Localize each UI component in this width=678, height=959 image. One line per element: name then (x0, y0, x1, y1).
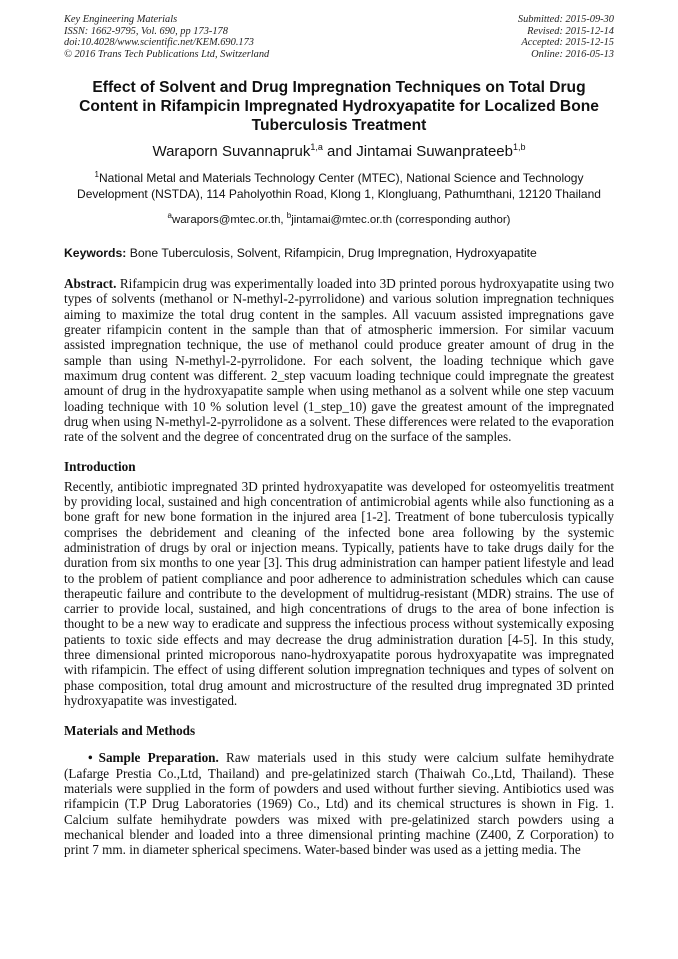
keywords-label: Keywords: (64, 246, 127, 261)
journal-issn: ISSN: 1662-9795, Vol. 690, pp 173-178 (64, 25, 228, 37)
email-link[interactable]: warapors@mtec.or.th, (172, 214, 287, 227)
introduction-paragraph: Recently, antibiotic impregnated 3D printed hydroxyapatite was developed for osteomyelitis treatment by providing local, sustained and high concentration of antimicrobial agents while also functioning as a bone graft for new bone formation in the injured area [1-2]. Treatment of bone tuberculosis typically comprises the debridement and cleaning of the infected bone area following by the systemic administration of drugs by oral or injection means. Typically, patients have to take drugs daily for the duration from six months to one year [3]. This drug administration can hamper patient lifestyle and lead to the problem of patient compliance and poor adherence to administration schedules which can cause therapeutic failure and contribute to the development of multidrug-resistant (MDR) strains. The use of carrier to provide local, sustained, and high concentrations of drugs to the area of bone infection is thought to be a new way to eradicate and suppress the infectious process without systemically exposing patients to toxic side effects and may decrease the drug administration duration [4-5]. In this study, three dimensional printed microporous nano-hydroxyapatite porous hydroxyapatite was impregnated with rifampicin. The effect of using different solution impregnation techniques and types of solvent on phase composition, total drug amount and microstructure of the resulted drug impregnated 3D printed hydroxyapatite was investigated. (64, 478, 614, 708)
bullet-icon: • (88, 750, 93, 766)
email-link[interactable]: jintamai@mtec.or.th (corresponding author) (291, 214, 511, 227)
paper-title: Effect of Solvent and Drug Impregnation Techniques on Total Drug Content in Rifampicin Impregnated Hydroxyapatite for Localized Bone Tuberculosis Treatment (79, 79, 599, 135)
author-name: Waraporn Suvannapruk (152, 143, 311, 161)
subsection-label: Sample Preparation. (98, 750, 219, 766)
keywords (64, 246, 614, 261)
methods-text: Raw materials used in this study were calcium sulfate hemihydrate (Lafarge Prestia Co.,Ltd, Thailand) and pre-gelatinized starch (Thaiwah Co.,Ltd, Thailand). These materials were supplied in the form of powders and used without further sieving. Antibiotics used was rifampicin (T.P Drug Laboratories (1969) Co., Ltd) and its chemical structures is shown in Fig. 1. Calcium sulfate hemihydrate powders was mixed with pre-gelatinized starch powders using a mechanical blender and loaded into a three dimensional printing machine (Z400, Z Corporation) to print 7 mm. in diameter spherical specimens. Water-based binder was used as a jetting media. The (64, 750, 614, 858)
journal-doi: doi:10.4028/www.scientific.net/KEM.690.173 (64, 37, 254, 49)
email-superscript: a (167, 211, 172, 221)
author-line (64, 138, 614, 161)
abstract-text: Rifampicin drug was experimentally loaded into 3D printed porous hydroxyapatite using two types of solvents (methanol or N-methyl-2-pyrrolidone) and various solution impregnation techniques aiming to maximize the total drug content in the samples. All vacuum assisted impregnations gave greater rifampicin content in the sample than that of atmospheric immersion. For similar vacuum assisted impregnation technique, the use of methanol could produce greater amount of drug in the sample than using N-methyl-2-pyrrolidone. For each solvent, the loading technique which gave maximum drug content was different. 2_step vacuum loading technique could impregnate the greatest amount of drug in the hydroxyapatite sample when using methanol as a solvent while one step vacuum loading technique with 10 % solution level (1_step_10) gave the greatest amount of the impregnated drug when using N-methyl-2-pyrrolidone as a solvent. These differences were related to the evaporation rate of the solvent and the degree of concentrated drug on the surface of the samples. (64, 276, 614, 445)
journal-name: Key Engineering Materials (64, 14, 178, 25)
affiliation (64, 167, 614, 202)
methods-paragraph (64, 750, 614, 857)
section-heading-methods: Materials and Methods (64, 723, 196, 739)
publication-dates (518, 14, 614, 60)
journal-copyright: © 2016 Trans Tech Publications Ltd, Switzerland (64, 48, 270, 60)
author-superscript: 1,a (310, 142, 323, 153)
email-superscript: b (286, 211, 292, 221)
author-name: Jintamai Suwanprateeb (356, 143, 513, 161)
affiliation-superscript: 1 (94, 170, 99, 180)
affiliation-text: National Metal and Materials Technology Center (MTEC), National Science and Technology Development (NSTDA), 114 Paholyothin Road, Klong 1, Klongluang, Pathumthani, 12120 Thailand (77, 171, 601, 201)
date-online: Online: 2016-05-13 (531, 48, 614, 60)
section-heading-introduction: Introduction (64, 459, 136, 475)
abstract-label: Abstract. (64, 276, 117, 292)
date-revised: Revised: 2015-12-14 (527, 25, 614, 37)
abstract (64, 276, 614, 444)
author-conjunction: and (322, 143, 357, 161)
date-accepted: Accepted: 2015-12-15 (521, 37, 614, 49)
author-superscript: 1,b (513, 142, 526, 153)
keywords-text: Bone Tuberculosis, Solvent, Rifampicin, Drug Impregnation, Hydroxyapatite (126, 246, 537, 261)
author-emails (64, 209, 614, 227)
journal-info (64, 14, 269, 60)
journal-header (64, 14, 614, 60)
date-submitted: Submitted: 2015-09-30 (517, 14, 614, 25)
